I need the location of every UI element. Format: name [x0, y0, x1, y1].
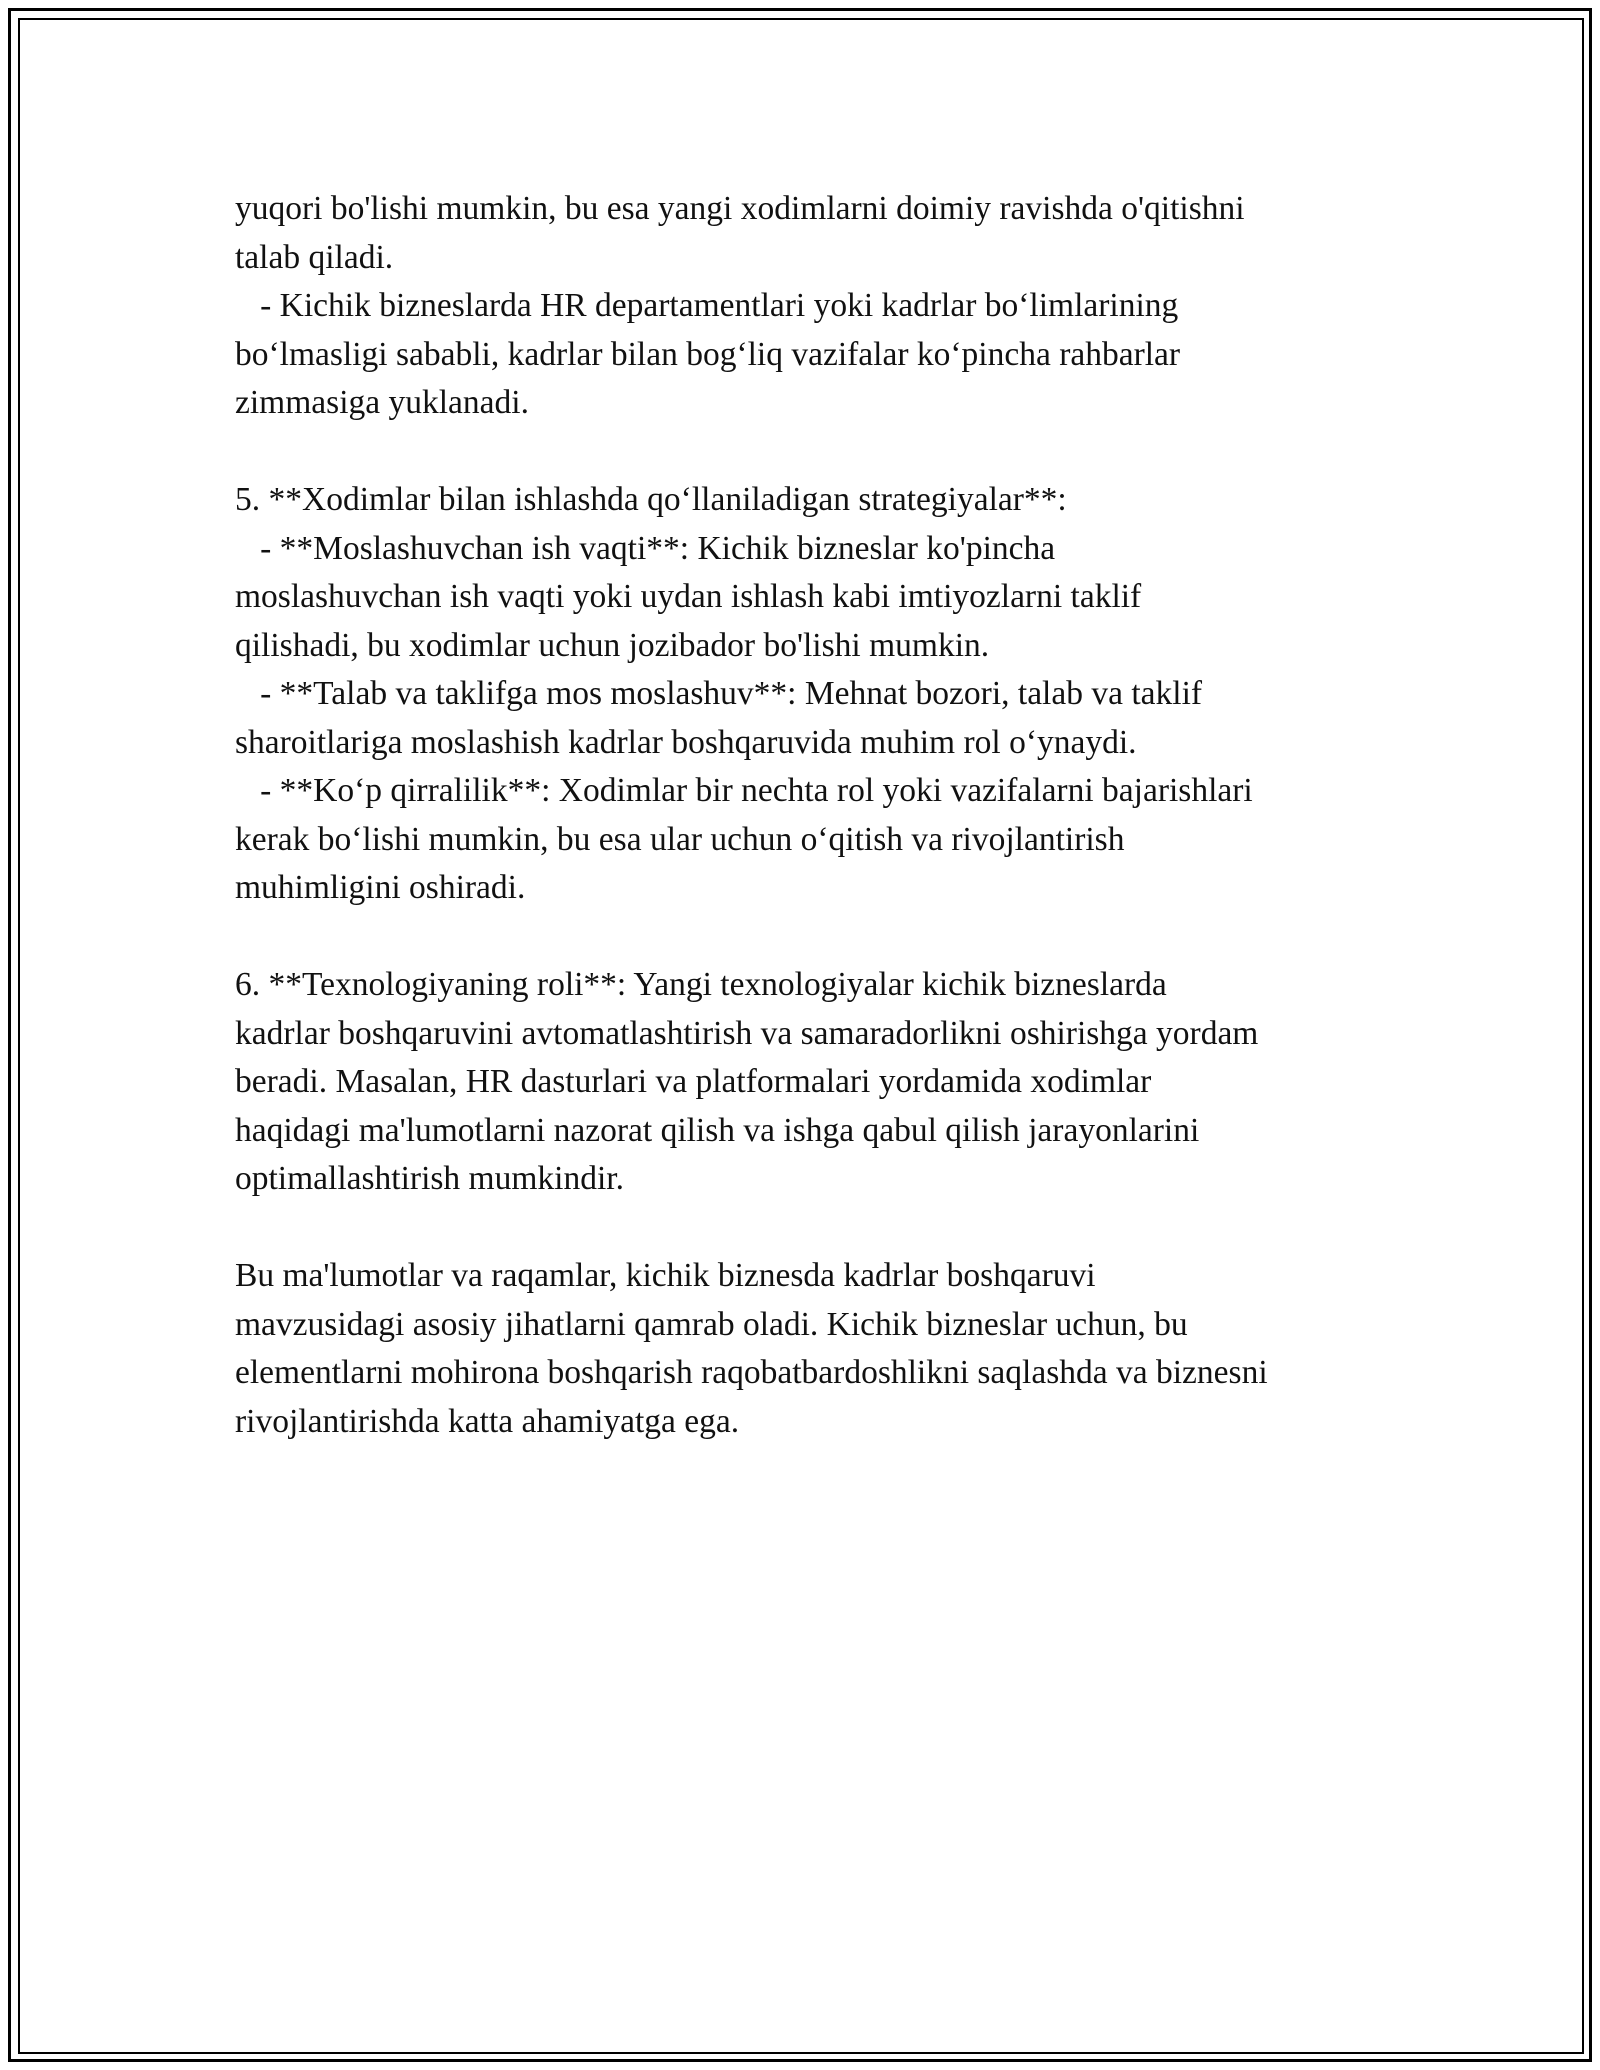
text-line: - Kichik bizneslarda HR departamentlari yoki kadrlar bo‘limlarining: [235, 287, 1179, 324]
text-line: kadrlar boshqaruvini avtomatlashtirish va samaradorlikni oshirishga yordam: [235, 1014, 1259, 1052]
document-body: [235, 185, 1395, 1446]
blank-line: [235, 1204, 1395, 1253]
text-line: qilishadi, bu xodimlar uchun jozibador bo'lishi mumkin.: [235, 626, 990, 664]
text-line: kerak bo‘lishi mumkin, bu esa ular uchun o‘qitish va rivojlantirish: [235, 820, 1125, 858]
section-heading: 5. **Xodimlar bilan ishlashda qo‘llaniladigan strategiyalar**:: [235, 481, 1067, 518]
text-line: yuqori bo'lishi mumkin, bu esa yangi xodimlarni doimiy ravishda o'qitishni: [235, 190, 1245, 227]
text-line: talab qiladi.: [235, 238, 394, 276]
blank-line: [235, 428, 1395, 477]
text-line: muhimligini oshiradi.: [235, 869, 526, 906]
text-line: mavzusidagi asosiy jihatlarni qamrab oladi. Kichik bizneslar uchun, bu: [235, 1305, 1188, 1343]
text-line: - **Ko‘p qirralilik**: Xodimlar bir nechta rol yoki vazifalarni bajarishlari: [235, 772, 1253, 809]
text-line: moslashuvchan ish vaqti yoki uydan ishlash kabi imtiyozlarni taklif: [235, 578, 1142, 615]
blank-line: [235, 913, 1395, 962]
text-line: bo‘lmasligi sababli, kadrlar bilan bog‘liq vazifalar ko‘pincha rahbarlar: [235, 335, 1181, 373]
text-line: zimmasiga yuklanadi.: [235, 384, 529, 421]
text-line: sharoitlariga moslashish kadrlar boshqaruvida muhim rol o‘ynaydi.: [235, 723, 1137, 761]
text-line: Bu ma'lumotlar va raqamlar, kichik biznesda kadrlar boshqaruvi: [235, 1257, 1096, 1294]
text-line: - **Moslashuvchan ish vaqti**: Kichik bizneslar ko'pincha: [235, 529, 1056, 567]
text-line: haqidagi ma'lumotlarni nazorat qilish va ishga qabul qilish jarayonlarini: [235, 1111, 1200, 1149]
text-line: elementlarni mohirona boshqarish raqobatbardoshlikni saqlashda va biznesni: [235, 1354, 1268, 1391]
section-heading: 6. **Texnologiyaning roli**: Yangi texnologiyalar kichik bizneslarda: [235, 966, 1167, 1003]
text-line: beradi. Masalan, HR dasturlari va platformalari yordamida xodimlar: [235, 1063, 1152, 1100]
text-line: optimallashtirish mumkindir.: [235, 1160, 624, 1197]
text-line: rivojlantirishda katta ahamiyatga ega.: [235, 1402, 740, 1440]
text-line: - **Talab va taklifga mos moslashuv**: Mehnat bozori, talab va taklif: [235, 675, 1203, 712]
